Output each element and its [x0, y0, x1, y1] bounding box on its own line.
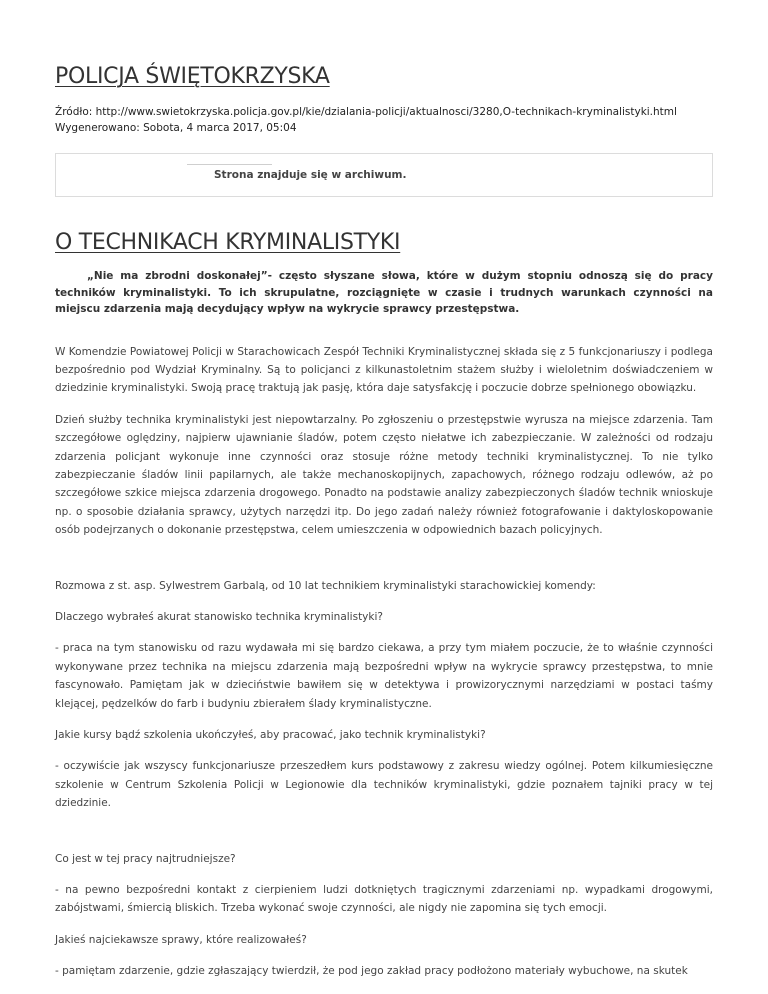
- print-meta: [55, 104, 677, 136]
- site-title: POLICJA ŚWIĘTOKRZYSKA: [55, 64, 330, 89]
- article-lead: „Nie ma zbrodni doskonałej”- często słyszane słowa, które w dużym stopniu odnoszą się do pracy techników kryminalistyki. To ich skrupulatne, rozciągnięte w czasie i trudnych warunkach czynności na miejscu zdarzenia mają decydujący wpływ na wykrycie sprawcy przestępstwa.: [55, 270, 713, 315]
- interview-intro: Rozmowa z st. asp. Sylwestrem Garbalą, od 10 lat technikiem kryminalistyki starachowickiej komendy:: [55, 579, 596, 592]
- archive-notice-text: Strona znajduje się w archiwum.: [214, 169, 407, 181]
- interview-question: Jakie kursy bądź szkolenia ukończyłeś, aby pracować, jako technik kryminalistyki?: [55, 729, 486, 741]
- generated-date-line: Wygenerowano: Sobota, 4 marca 2017, 05:04: [55, 122, 297, 134]
- interview-question: Jakieś najciekawsze sprawy, które realizowałeś?: [55, 933, 307, 946]
- interview-answer: - pamiętam zdarzenie, gdzie zgłaszający twierdził, że pod jego zakład pracy podłożono materiały wybuchowe, na skutek: [55, 965, 688, 978]
- interview-answer: - praca na tym stanowisku od razu wydawała mi się bardzo ciekawa, a przy tym miałem poczucie, że to właśnie czynności wykonywane przez technika na miejscu zdarzenia mają bezpośredni wpływ na wykrycie sprawcy przestępstwa, to mnie fascynowało. Pamiętam jak w dzieciństwie bawiłem się w detektywa i prowizorycznymi narzędziami w postaci taśmy klejącej, pędzelków do farb i budyniu zbierałem ślady kryminalistyczne.: [55, 642, 713, 710]
- archive-notice-divider: [187, 164, 272, 165]
- article-title: O TECHNIKACH KRYMINALISTYKI: [55, 230, 401, 255]
- interview-answer: - oczywiście jak wszyscy funkcjonariusze przeszedłem kurs podstawowy z zakresu wiedzy ogólnej. Potem kilkumiesięczne szkolenie w Centrum Szkolenia Policji w Legionowie dla techników kryminalistyki, gdzie poznałem tajniki pracy w tej dziedzinie.: [55, 760, 713, 810]
- archive-notice-box: [55, 153, 713, 197]
- article-paragraph: W Komendzie Powiatowej Policji w Starachowicach Zespół Techniki Kryminalistycznej składa się z 5 funkcjonariuszy i podlega bezpośrednio pod Wydział Kryminalny. Są to policjanci z kilkunastoletnim stażem służby i wieloletnim doświadczeniem w dziedzinie kryminalistyki. Swoją pracę traktują jak pasję, która daje satysfakcję i poczucie dobrze spełnionego obowiązku.: [55, 345, 713, 395]
- interview-question: Dlaczego wybrałeś akurat stanowisko technika kryminalistyki?: [55, 610, 383, 623]
- article-body: [55, 268, 713, 994]
- source-url-line: Źródło: http://www.swietokrzyska.policja.gov.pl/kie/dzialania-policji/aktualnosci/3280,O-technikach-kryminalistyki.html: [55, 106, 677, 118]
- article-paragraph: Dzień służby technika kryminalistyki jest niepowtarzalny. Po zgłoszeniu o przestępstwie wyrusza na miejsce zdarzenia. Tam szczegółowe oględziny, najpierw ujawnianie śladów, potem często niełatwe ich zabezpieczanie. W zależności od rodzaju zdarzenia policjant wykonuje inne czynności oraz stosuje różne metody techniki kryminalistycznej. To nie tylko zabezpieczanie śladów linii papilarnych, ale także mechanoskopijnych, zapachowych, różnego rodzaju odlewów, aż po szczegółowe szkice miejsca zdarzenia drogowego. Ponadto na podstawie analizy zabezpieczonych śladów technik wnioskuje np. o sposobie działania sprawcy, użytych narzędzi itp. Do jego zadań należy również fotografowanie i daktyloskopowanie osób podejrzanych o dokonanie przestępstwa, celem umieszczenia w odpowiednich bazach policyjnych.: [55, 413, 713, 537]
- interview-question: Co jest w tej pracy najtrudniejsze?: [55, 852, 236, 865]
- interview-answer: - na pewno bezpośredni kontakt z cierpieniem ludzi dotkniętych tragicznymi zdarzeniami np. wypadkami drogowymi, zabójstwami, śmiercią bliskich. Trzeba wykonać swoje czynności, ale nigdy nie zapomina się tych emocji.: [55, 884, 713, 915]
